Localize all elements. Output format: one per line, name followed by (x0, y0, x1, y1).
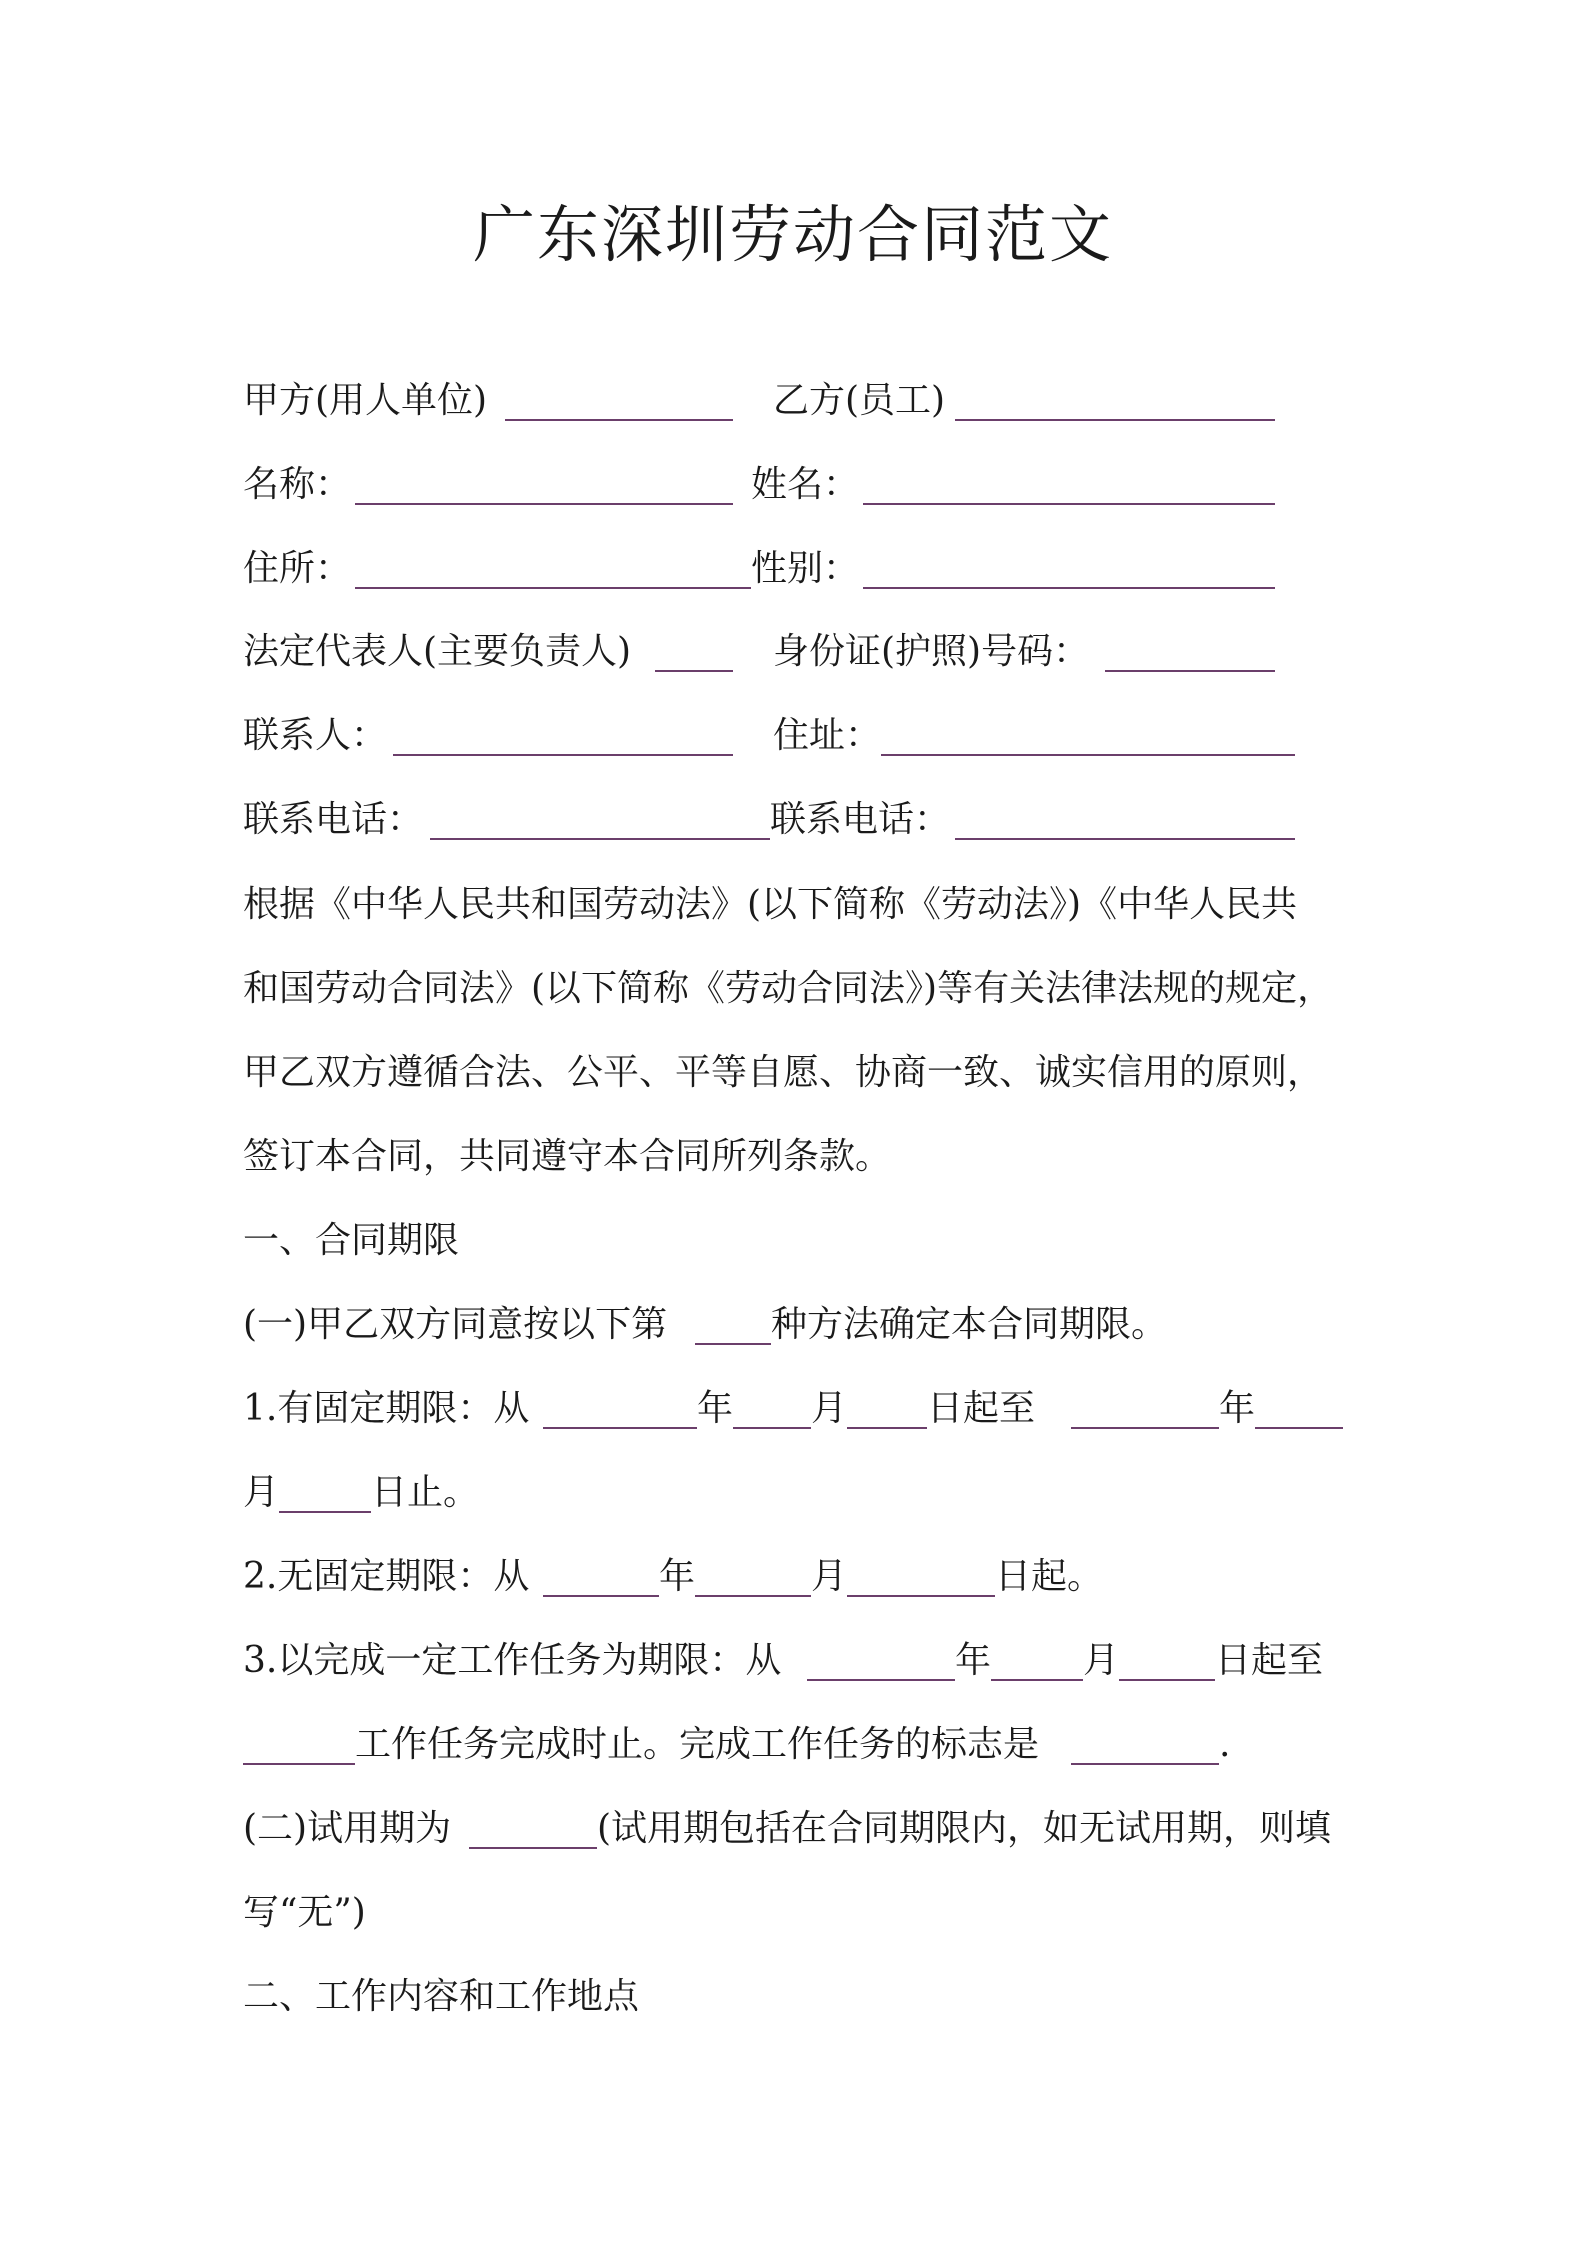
preamble-line: 和国劳动合同法》(以下简称《劳动合同法》)等有关法律法规的规定， (243, 968, 1334, 1009)
company-name-blank[interactable] (355, 461, 733, 505)
probation-blank[interactable] (469, 1805, 597, 1849)
term-method-blank[interactable] (695, 1301, 771, 1345)
address-blank[interactable] (881, 712, 1295, 756)
probation-tail: 写“无”) (243, 1892, 366, 1933)
party-a-label: 甲方(用人单位) (243, 380, 488, 421)
day-text: 日起至 (1215, 1640, 1324, 1681)
end-day-blank[interactable] (279, 1469, 371, 1513)
term-method-text: 种方法确定本合同期限。 (771, 1304, 1168, 1345)
task-month-blank[interactable] (991, 1637, 1083, 1681)
probation-note: (试用期包括在合同期限内，如无试用期，则填 (597, 1808, 1332, 1849)
section-heading: 二、工作内容和工作地点 (243, 1976, 640, 2017)
nonfixed-day-blank[interactable] (847, 1553, 995, 1597)
month-text: 月 (1083, 1640, 1120, 1681)
phone-label-a: 联系电话： (243, 799, 424, 840)
term-method-text: (一)甲乙双方同意按以下第 (243, 1304, 668, 1345)
day-text: 日起至 (927, 1388, 1036, 1429)
probation-text: (二)试用期为 (243, 1808, 452, 1849)
month-text: 月 (811, 1556, 848, 1597)
task-completion-blank[interactable] (1071, 1721, 1219, 1765)
gender-blank[interactable] (863, 545, 1275, 589)
party-b-label: 乙方(员工) (773, 380, 946, 421)
task-year-blank[interactable] (807, 1637, 955, 1681)
nonfixed-year-blank[interactable] (543, 1553, 659, 1597)
legal-rep-label: 法定代表人(主要负责人) (243, 631, 632, 672)
party-b-blank[interactable] (955, 377, 1275, 421)
task-day-blank[interactable] (1119, 1637, 1215, 1681)
preamble-line: 甲乙双方遵循合法、公平、平等自愿、协商一致、诚实信用的原则， (243, 1052, 1324, 1093)
year-text: 年 (955, 1640, 992, 1681)
preamble-line: 根据《中华人民共和国劳动法》(以下简称《劳动法》)《中华人民共 (243, 884, 1298, 925)
start-year-blank[interactable] (543, 1385, 697, 1429)
id-number-blank[interactable] (1105, 628, 1275, 672)
task-until-text: 工作任务完成时止。完成工作任务的标志是 (355, 1724, 1040, 1765)
id-label: 身份证(护照)号码： (773, 631, 1090, 672)
start-month-blank[interactable] (733, 1385, 811, 1429)
gender-label: 性别： (751, 548, 860, 589)
party-a-blank[interactable] (505, 377, 733, 421)
document-title: 广东深圳劳动合同范文 (472, 198, 1113, 271)
address-label: 住址： (773, 715, 882, 756)
section-heading: 一、合同期限 (243, 1220, 460, 1261)
contact-person-blank[interactable] (393, 712, 733, 756)
start-day-blank[interactable] (847, 1385, 927, 1429)
phone-a-blank[interactable] (430, 796, 770, 840)
period-text: . (1219, 1724, 1231, 1765)
day-start-text: 日起。 (995, 1556, 1104, 1597)
nonfixed-month-blank[interactable] (695, 1553, 811, 1597)
legal-rep-blank[interactable] (655, 628, 733, 672)
residence-label: 住所： (243, 548, 352, 589)
contact-person-label: 联系人： (243, 715, 388, 756)
fixed-term-text: 1.有固定期限：从 (243, 1388, 530, 1429)
task-term-text: 3.以完成一定工作任务为期限：从 (243, 1640, 782, 1681)
person-name-label: 姓名： (751, 464, 860, 505)
preamble-line: 签订本合同，共同遵守本合同所列条款。 (243, 1136, 892, 1177)
day-end-text: 日止。 (371, 1472, 480, 1513)
month-text: 月 (811, 1388, 848, 1429)
residence-blank[interactable] (355, 545, 751, 589)
year-text: 年 (697, 1388, 734, 1429)
end-month-blank[interactable] (1255, 1385, 1343, 1429)
year-text: 年 (659, 1556, 696, 1597)
name-label: 名称： (243, 464, 352, 505)
month-text: 月 (243, 1472, 280, 1513)
task-name-blank[interactable] (243, 1721, 355, 1765)
phone-label-b: 联系电话： (770, 799, 951, 840)
end-year-blank[interactable] (1071, 1385, 1219, 1429)
phone-b-blank[interactable] (955, 796, 1295, 840)
person-name-blank[interactable] (863, 461, 1275, 505)
year-text: 年 (1219, 1388, 1256, 1429)
nonfixed-term-text: 2.无固定期限：从 (243, 1556, 530, 1597)
